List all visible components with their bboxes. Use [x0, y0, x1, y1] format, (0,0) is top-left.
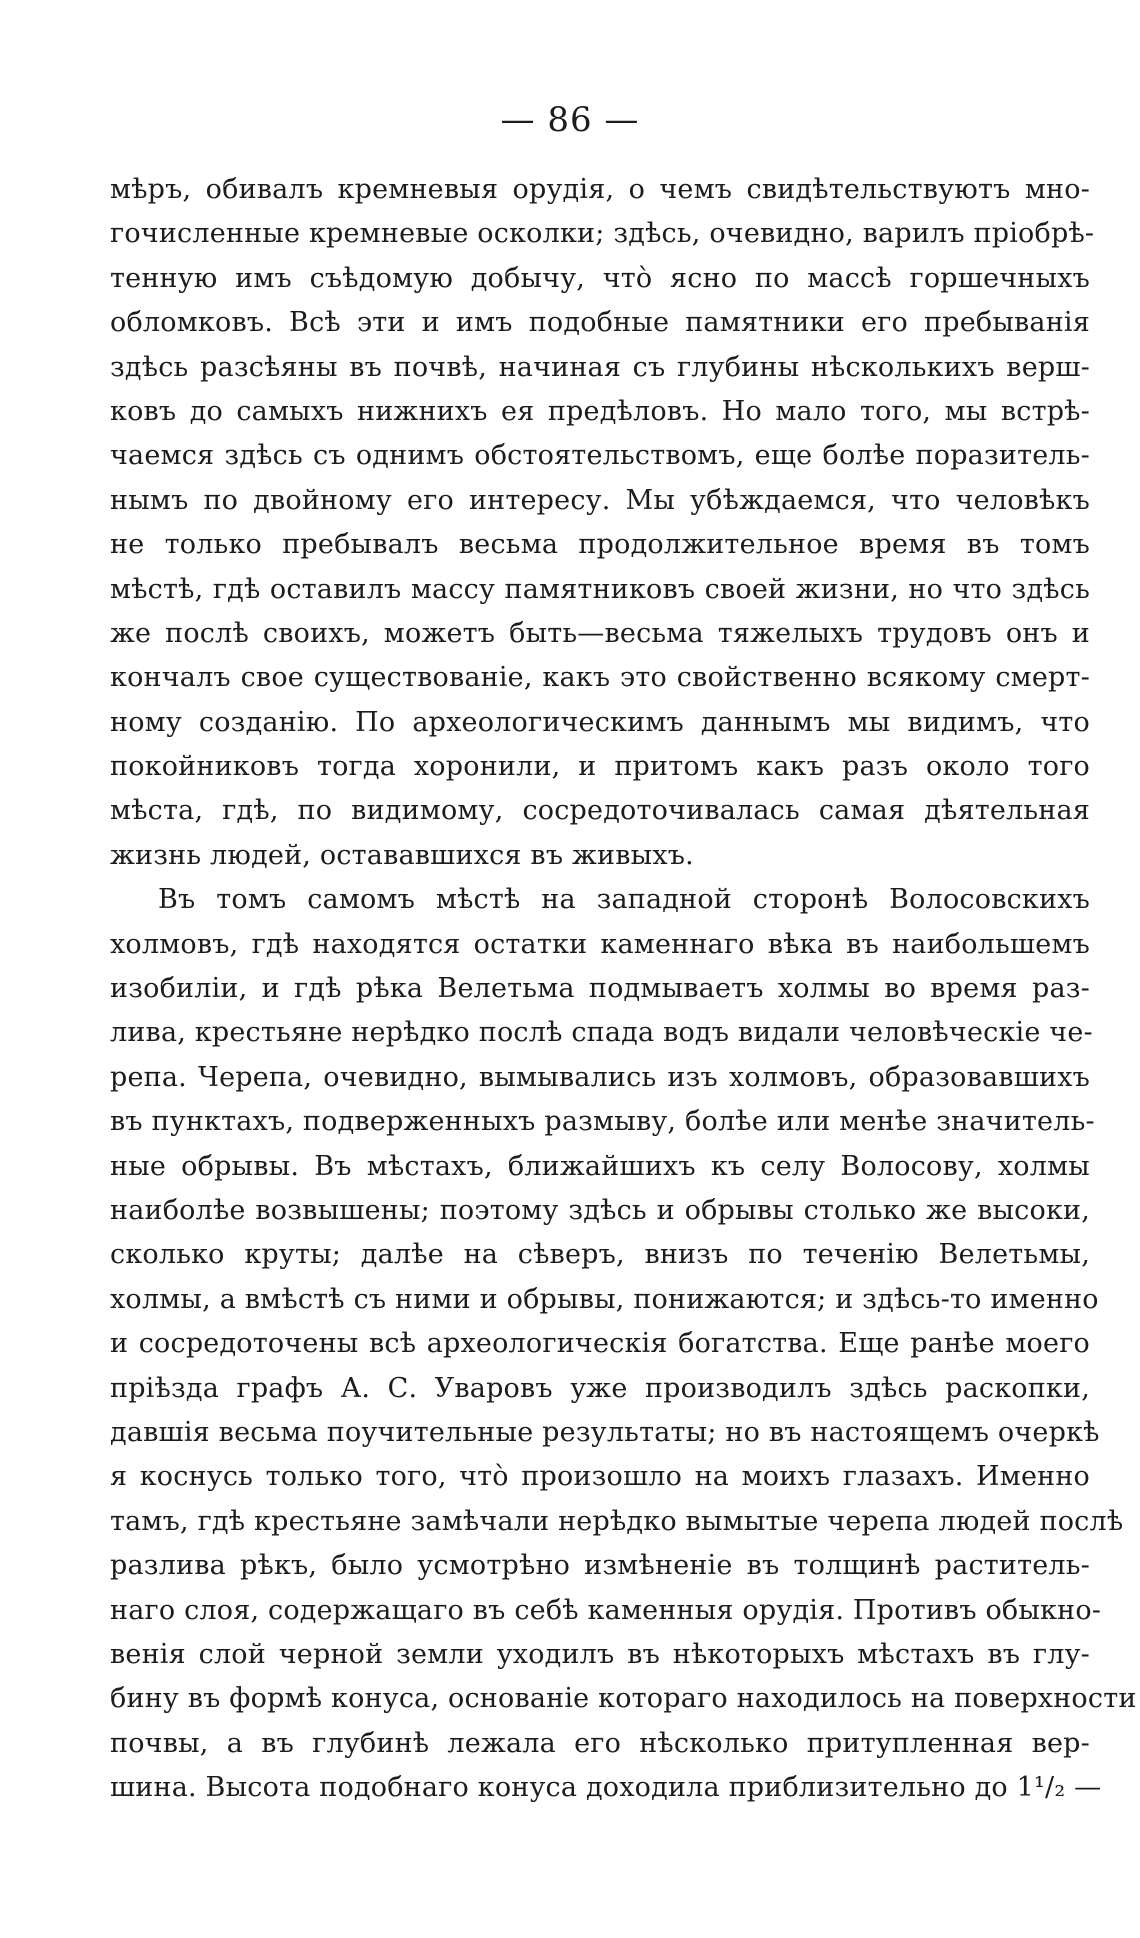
text-line: гочисленные кремневые осколки; здѣсь, очевидно, варилъ пріобрѣ-: [110, 218, 1095, 250]
text-line: жизнь людей, остававшихся въ живыхъ.: [110, 839, 694, 871]
text-line: шина. Высота подобнаго конуса доходила приблизительно до 1¹/₂ —: [110, 1772, 1102, 1804]
text-line: тамъ, гдѣ крестьяне замѣчали нерѣдко вымытые черепа людей послѣ: [110, 1505, 1124, 1537]
page-body: [110, 168, 1137, 1810]
text-line: не только пребывалъ весьма продолжительное время въ томъ: [110, 529, 1090, 561]
text-line: венія слой черной земли уходилъ въ нѣкоторыхъ мѣстахъ въ глу-: [110, 1638, 1090, 1670]
text-line: же послѣ своихъ, можетъ быть—весьма тяжелыхъ трудовъ онъ и: [110, 617, 1090, 649]
text-line: бину въ формѣ конуса, основаніе котораго находилось на поверхности: [110, 1683, 1137, 1715]
page-number: — 86 —: [500, 100, 640, 140]
text-line: наиболѣе возвышены; поэтому здѣсь и обрывы столько же высоки,: [110, 1194, 1090, 1226]
text-line: покойниковъ тогда хоронили, и притомъ какъ разъ около того: [110, 751, 1090, 783]
text-line: репа. Черепа, очевидно, вымывались изъ холмовъ, образовавшихъ: [110, 1061, 1090, 1093]
text-line: ные обрывы. Въ мѣстахъ, ближайшихъ къ селу Волосову, холмы: [110, 1150, 1090, 1182]
text-line: мѣстѣ, гдѣ оставилъ массу памятниковъ своей жизни, но что здѣсь: [110, 573, 1090, 605]
text-line: холмовъ, гдѣ находятся остатки каменнаго вѣка въ наибольшемъ: [110, 928, 1090, 960]
text-line: лива, крестьяне нерѣдко послѣ спада водъ видали человѣческіе че-: [110, 1017, 1093, 1049]
text-line: я коснусь только того, что̀ произошло на моихъ глазахъ. Именно: [110, 1461, 1090, 1493]
text-line: тенную имъ съѣдомую добычу, что̀ ясно по массѣ горшечныхъ: [110, 262, 1090, 294]
text-line: изобиліи, и гдѣ рѣка Велетьма подмываетъ холмы во время раз-: [110, 973, 1090, 1005]
text-line: обломковъ. Всѣ эти и имъ подобные памятники его пребыванія: [110, 307, 1090, 339]
paragraph-start-line: Въ томъ самомъ мѣстѣ на западной сторонѣ Волосовскихъ: [158, 884, 1090, 916]
text-line: и сосредоточены всѣ археологическія богатства. Еще ранѣе моего: [110, 1328, 1090, 1360]
text-line: ному созданію. По археологическимъ даннымъ мы видимъ, что: [110, 706, 1090, 738]
text-line: нымъ по двойному его интересу. Мы убѣждаемся, что человѣкъ: [110, 484, 1090, 516]
text-line: холмы, а вмѣстѣ съ ними и обрывы, понижаются; и здѣсь-то именно: [110, 1283, 1099, 1315]
text-line: пріѣзда графъ А. С. Уваровъ уже производилъ здѣсь раскопки,: [110, 1372, 1090, 1404]
text-line: разлива рѣкъ, было усмотрѣно измѣненіе въ толщинѣ раститель-: [110, 1550, 1090, 1582]
text-line: ковъ до самыхъ нижнихъ ея предѣловъ. Но мало того, мы встрѣ-: [110, 395, 1090, 427]
text-line: сколько круты; далѣе на сѣверъ, внизъ по теченію Велетьмы,: [110, 1239, 1090, 1271]
text-line: въ пунктахъ, подверженныхъ размыву, болѣе или менѣе значитель-: [110, 1106, 1095, 1138]
text-line: почвы, а въ глубинѣ лежала его нѣсколько притупленная вер-: [110, 1727, 1090, 1759]
text-line: мѣръ, обивалъ кремневыя орудія, о чемъ свидѣтельствуютъ мно-: [110, 174, 1090, 205]
text-line: наго слоя, содержащаго въ себѣ каменныя орудія. Противъ обыкно-: [110, 1594, 1102, 1626]
text-line: здѣсь разсѣяны въ почвѣ, начиная съ глубины нѣсколькихъ верш-: [110, 351, 1090, 383]
text-line: чаемся здѣсь съ однимъ обстоятельствомъ, еще болѣе поразитель-: [110, 440, 1090, 472]
text-line: мѣста, гдѣ, по видимому, сосредоточивалась самая дѣятельная: [110, 795, 1090, 827]
text-line: кончалъ свое существованіе, какъ это свойственно всякому смерт-: [110, 662, 1090, 694]
text-line: давшія весьма поучительные результаты; но въ настоящемъ очеркѣ: [110, 1416, 1100, 1448]
